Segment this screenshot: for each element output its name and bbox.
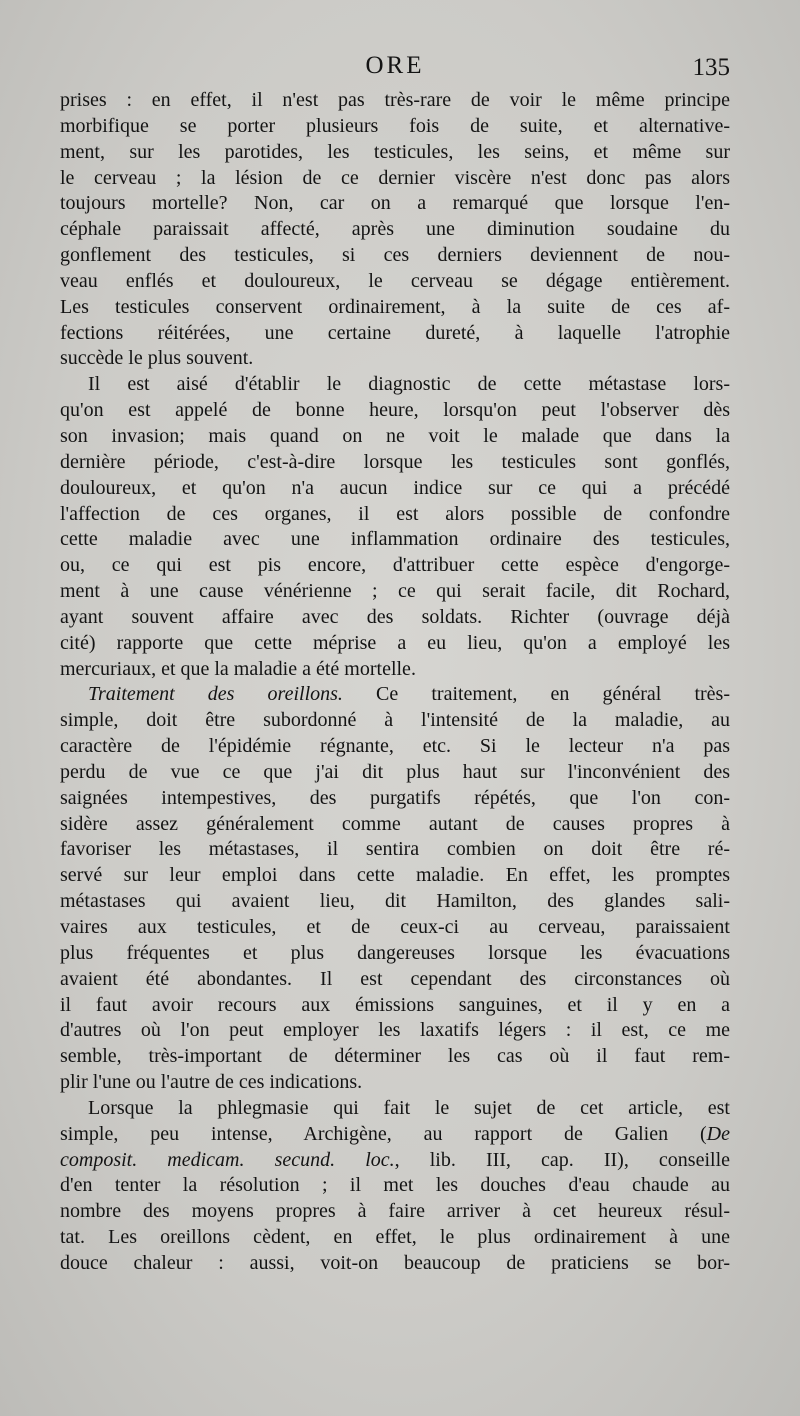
text-line: ou, ce qui est pis encore, d'attribuer cette espèce d'engorge- [60, 554, 730, 577]
text-line [60, 682, 730, 708]
citation-italic: composit. medicam. secund. loc. [60, 1148, 395, 1171]
paragraph-2 [60, 372, 730, 682]
text-line: nombre des moyens propres à faire arriver à cet heureux résul- [60, 1200, 730, 1223]
text-line: qu'on est appelé de bonne heure, lorsqu'on peut l'observer dès [60, 399, 730, 422]
text-line: ayant souvent affaire avec des soldats. Richter (ouvrage déjà [60, 605, 730, 628]
paragraph-1 [60, 88, 730, 372]
text-line: d'autres où l'on peut employer les laxatifs légers : il est, ce me [60, 1019, 730, 1042]
body-text [60, 88, 730, 1277]
text-line: douce chaleur : aussi, voit-on beaucoup de praticiens se bor- [60, 1251, 730, 1274]
section-heading: Traitement des oreillons. [88, 683, 343, 706]
page-header [60, 52, 730, 92]
text-line [60, 1122, 730, 1148]
text-line: prises : en effet, il n'est pas très-rare de voir le même principe [60, 89, 730, 111]
paragraph-4 [60, 1096, 730, 1277]
text-run: simple, peu intense, Archigène, au rapport de Galien ( [60, 1122, 707, 1145]
text-run: , lib. III, cap. II), conseille [394, 1148, 730, 1171]
text-line: succède le plus souvent. [60, 347, 254, 370]
text-line: dernière période, c'est-à-dire lorsque les testicules sont gonflés, [60, 450, 730, 473]
text-line: son invasion; mais quand on ne voit le malade que dans la [60, 424, 730, 447]
text-line: Lorsque la phlegmasie qui fait le sujet de cet article, est [88, 1096, 730, 1119]
text-line: gonflement des testicules, si ces derniers deviennent de nou- [60, 244, 730, 267]
text-line: fections réitérées, une certaine dureté, à laquelle l'atrophie [60, 321, 730, 344]
page-number: 135 [692, 54, 730, 81]
text-line: Il est aisé d'établir le diagnostic de cette métastase lors- [88, 373, 730, 396]
text-line: simple, doit être subordonné à l'intensité de la maladie, au [60, 709, 730, 732]
text-line: Les testicules conservent ordinairement, à la suite de ces af- [60, 295, 730, 318]
text-line: ment, sur les parotides, les testicules, les seins, et même sur [60, 140, 730, 163]
text-line: ment à une cause vénérienne ; ce qui serait facile, dit Rochard, [60, 580, 730, 603]
citation-italic: De [706, 1122, 730, 1145]
running-head: ORE [365, 52, 425, 79]
text-line: mercuriaux, et que la maladie a été mortelle. [60, 657, 416, 680]
text-line: le cerveau ; la lésion de ce dernier viscère n'est donc pas alors [60, 166, 730, 189]
text-line: tat. Les oreillons cèdent, en effet, le plus ordinairement à une [60, 1226, 730, 1249]
text-line: métastases qui avaient lieu, dit Hamilton, des glandes sali- [60, 890, 730, 913]
text-line: toujours mortelle? Non, car on a remarqué que lorsque l'en- [60, 192, 730, 215]
text-line: vaires aux testicules, et de ceux-ci au cerveau, paraissaient [60, 916, 730, 938]
text-line: cité) rapporte que cette méprise a eu lieu, qu'on a employé les [60, 631, 730, 654]
text-line: morbifique se porter plusieurs fois de suite, et alternative- [60, 114, 730, 137]
text-line: servé sur leur emploi dans cette maladie. En effet, les promptes [60, 864, 730, 887]
text-line: l'affection de ces organes, il est alors possible de confondre [60, 502, 730, 525]
text-line: veau enflés et douloureux, le cerveau se dégage entièrement. [60, 269, 730, 292]
text-line: sidère assez généralement comme autant de causes propres à [60, 812, 730, 835]
text-line: semble, très-important de déterminer les cas où il faut rem- [60, 1045, 730, 1068]
text-line: douloureux, et qu'on n'a aucun indice sur ce qui a précédé [60, 476, 730, 499]
text-line: plus fréquentes et plus dangereuses lorsque les évacuations [60, 941, 730, 964]
text-line: caractère de l'épidémie régnante, etc. Si le lecteur n'a pas [60, 735, 730, 758]
paragraph-3 [60, 682, 730, 1096]
text-line: céphale paraissait affecté, après une diminution soudaine du [60, 218, 730, 241]
text-line: favoriser les métastases, il sentira combien on doit être ré- [60, 838, 730, 861]
text-line: avaient été abondantes. Il est cependant des circonstances où [60, 967, 730, 990]
text-line [60, 1148, 730, 1174]
text-line: il faut avoir recours aux émissions sanguines, et il y en a [60, 993, 730, 1016]
text-line: saignées intempestives, des purgatifs répétés, que l'on con- [60, 786, 730, 809]
text-run: Ce traitement, en général très- [342, 683, 730, 706]
text-line: d'en tenter la résolution ; il met les douches d'eau chaude au [60, 1174, 730, 1197]
text-line: perdu de vue ce que j'ai dit plus haut sur l'inconvénient des [60, 760, 730, 783]
text-line: plir l'une ou l'autre de ces indications. [60, 1071, 363, 1094]
text-line: cette maladie avec une inflammation ordinaire des testicules, [60, 528, 730, 551]
